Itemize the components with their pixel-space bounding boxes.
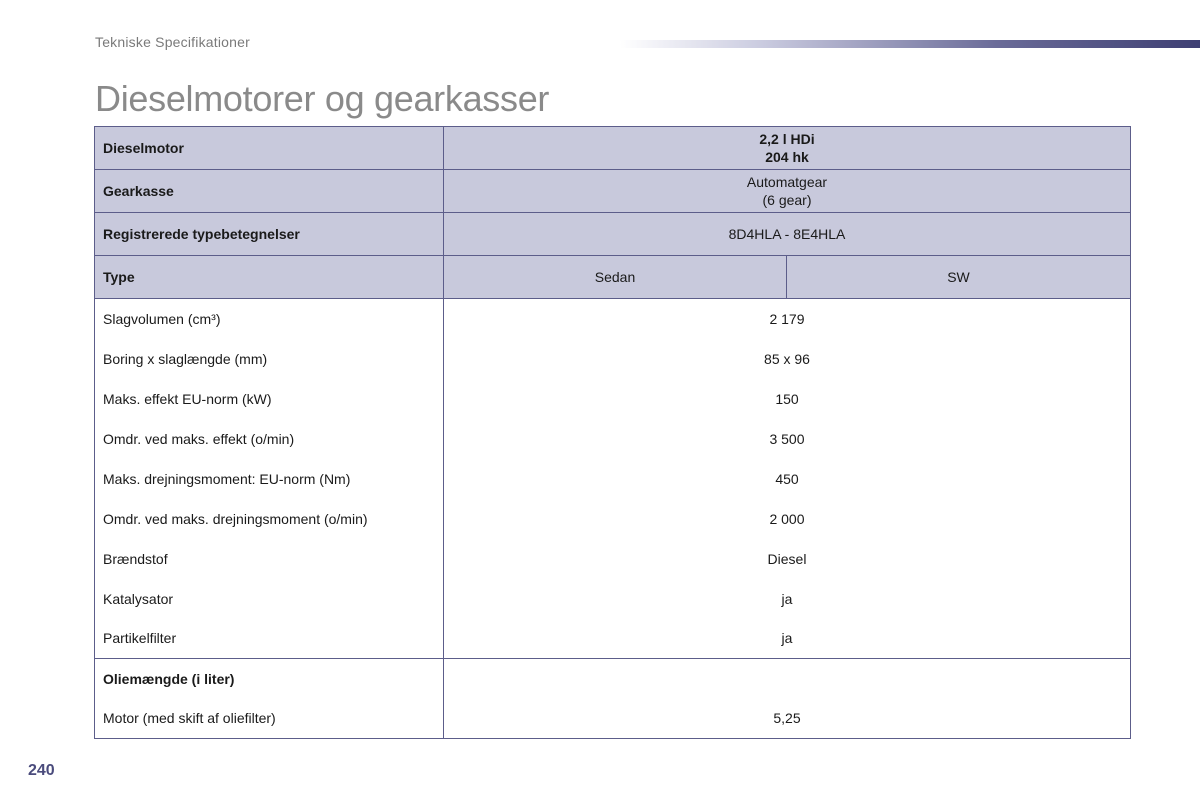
gearbox-value	[444, 170, 1131, 213]
spec-label: Brændstof	[95, 539, 444, 579]
spec-row	[95, 379, 1131, 419]
gearbox-value-line1: Automatgear	[746, 174, 828, 190]
page-number: 240	[28, 762, 55, 779]
oil-row-label: Motor (med skift af oliefilter)	[95, 699, 444, 739]
spec-label: Boring x slaglængde (mm)	[95, 339, 444, 379]
spec-value: 150	[444, 379, 1131, 419]
spec-label: Katalysator	[95, 579, 444, 619]
oil-row	[95, 699, 1131, 739]
spec-label: Maks. effekt EU-norm (kW)	[95, 379, 444, 419]
spec-row	[95, 539, 1131, 579]
page-title: Dieselmotorer og gearkasser	[95, 78, 550, 119]
section-label: Tekniske Specifikationer	[95, 34, 250, 50]
spec-value: ja	[444, 579, 1131, 619]
gearbox-value-line2: (6 gear)	[762, 192, 812, 208]
gearbox-row	[95, 170, 1131, 213]
spec-value: ja	[444, 619, 1131, 659]
type-row	[95, 256, 1131, 299]
spec-row	[95, 499, 1131, 539]
type-sw: SW	[787, 256, 1131, 299]
oil-heading-row	[95, 659, 1131, 699]
spec-value: 85 x 96	[444, 339, 1131, 379]
header-decorative-bar	[620, 40, 1200, 48]
typecodes-value: 8D4HLA - 8E4HLA	[444, 213, 1131, 256]
typecodes-label: Registrerede typebetegnelser	[95, 213, 444, 256]
spec-row	[95, 419, 1131, 459]
spec-label: Omdr. ved maks. drejningsmoment (o/min)	[95, 499, 444, 539]
engine-label: Dieselmotor	[95, 127, 444, 170]
spec-value: 3 500	[444, 419, 1131, 459]
type-sedan: Sedan	[444, 256, 787, 299]
spec-label: Partikelfilter	[95, 619, 444, 659]
engine-row	[95, 127, 1131, 170]
spec-row	[95, 459, 1131, 499]
oil-heading-empty	[444, 659, 1131, 699]
typecodes-row	[95, 213, 1131, 256]
type-label: Type	[95, 256, 444, 299]
spec-row	[95, 619, 1131, 659]
spec-value: Diesel	[444, 539, 1131, 579]
spec-row	[95, 299, 1131, 339]
spec-row	[95, 579, 1131, 619]
engine-value-line2: 204 hk	[765, 149, 809, 165]
spec-table	[94, 126, 1131, 739]
spec-row	[95, 339, 1131, 379]
engine-value-line1: 2,2 l HDi	[759, 131, 815, 147]
spec-label: Omdr. ved maks. effekt (o/min)	[95, 419, 444, 459]
spec-value: 2 179	[444, 299, 1131, 339]
spec-value: 450	[444, 459, 1131, 499]
spec-label: Maks. drejningsmoment: EU-norm (Nm)	[95, 459, 444, 499]
spec-value: 2 000	[444, 499, 1131, 539]
oil-row-value: 5,25	[444, 699, 1131, 739]
engine-value	[444, 127, 1131, 170]
spec-label: Slagvolumen (cm³)	[95, 299, 444, 339]
gearbox-label: Gearkasse	[95, 170, 444, 213]
oil-label: Oliemængde (i liter)	[95, 659, 444, 699]
